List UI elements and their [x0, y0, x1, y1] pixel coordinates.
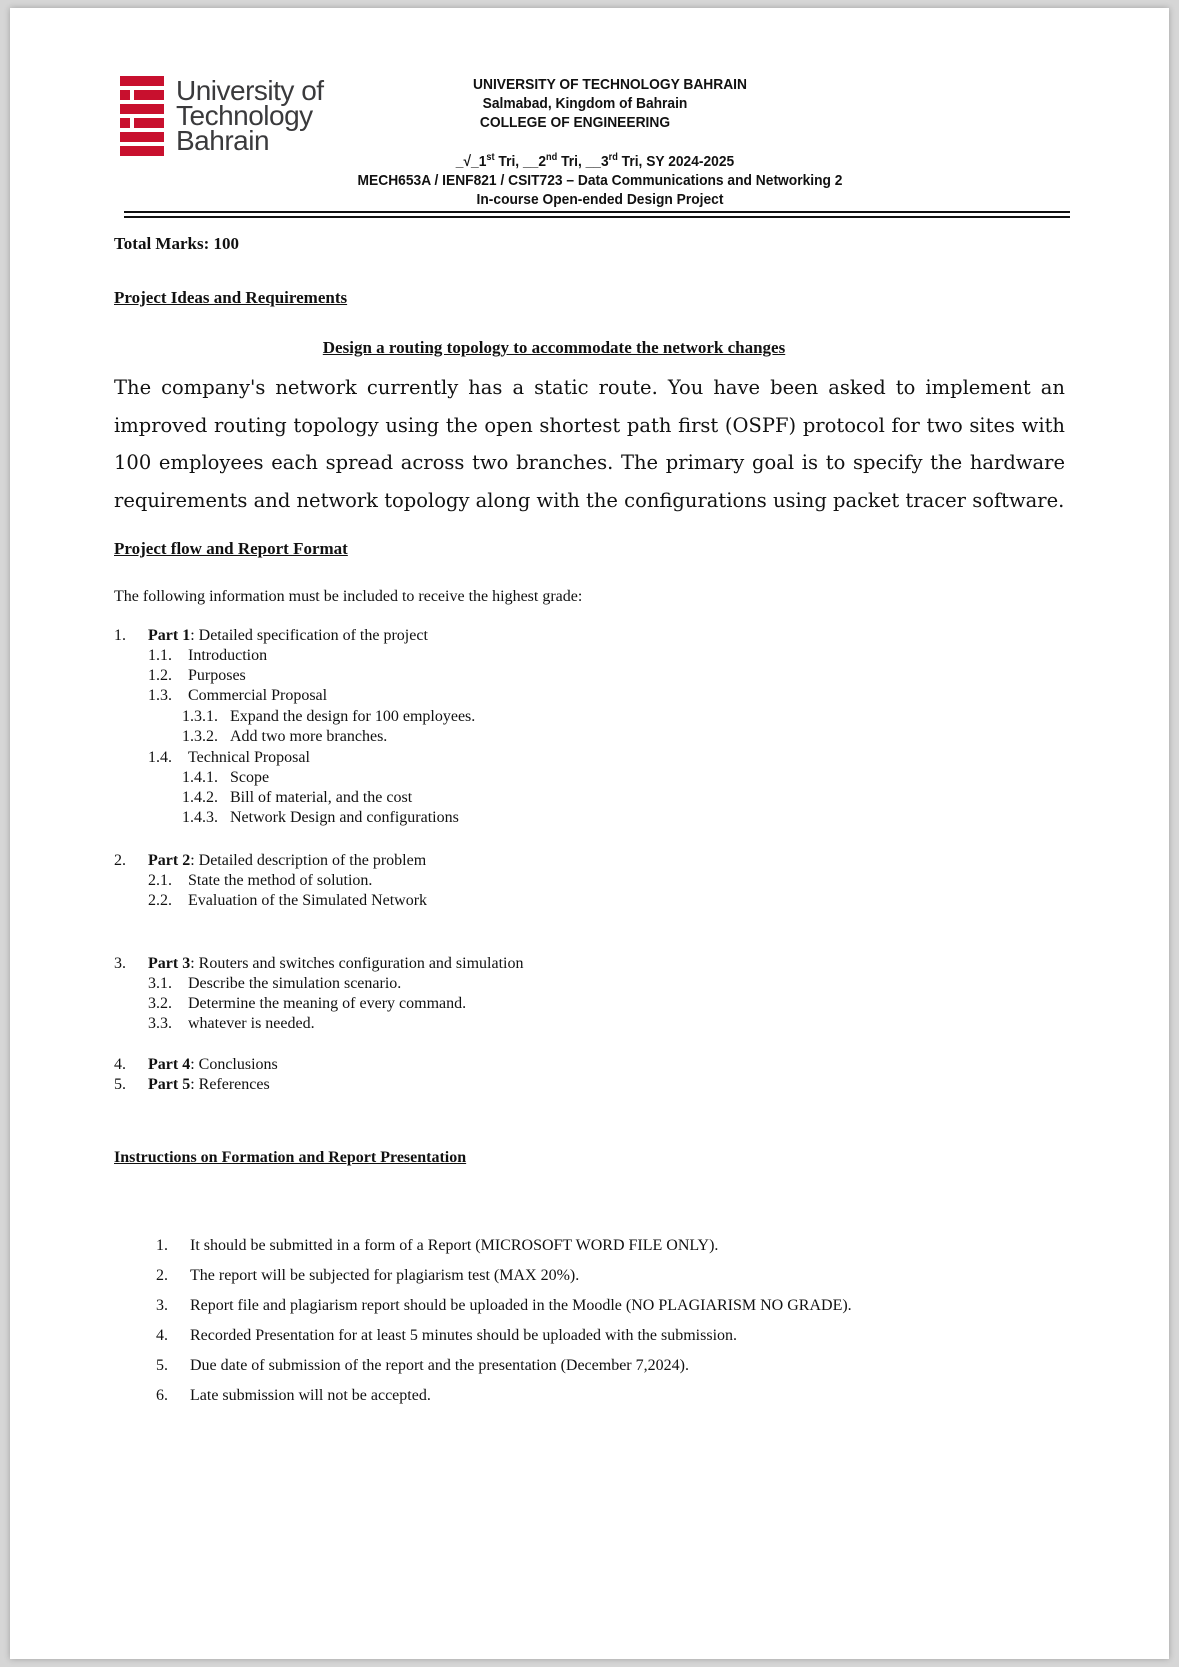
- subitem-number: 1.4.2.: [182, 789, 218, 806]
- instruction-number: 5.: [156, 1357, 168, 1374]
- subitem-text: Expand the design for 100 employees.: [230, 708, 476, 725]
- instruction-number: 6.: [156, 1387, 168, 1404]
- term-mid-2: Tri, __3: [557, 153, 609, 170]
- section-title-project-ideas: Project Ideas and Requirements: [114, 288, 348, 307]
- header-rule-top: [124, 211, 1070, 213]
- part-4-text: : Conclusions: [190, 1056, 278, 1073]
- total-marks: Total Marks: 100: [114, 234, 239, 253]
- university-logo-icon: [120, 76, 164, 156]
- subitem-text: Add two more branches.: [230, 728, 388, 745]
- subitem-text: Determine the meaning of every command.: [188, 995, 467, 1012]
- term-prefix-1: _√_1: [455, 153, 487, 170]
- subitem-number: 1.3.1.: [182, 708, 218, 725]
- part-1-label: Part 1: [148, 627, 191, 644]
- subitem-number: 1.4.3.: [182, 809, 218, 826]
- subitem-number: 2.1.: [148, 872, 172, 889]
- instruction-number: 2.: [156, 1267, 168, 1284]
- section-title-project-flow: Project flow and Report Format: [114, 539, 348, 558]
- document-page: [10, 8, 1169, 1659]
- subitem-text: Scope: [230, 769, 270, 786]
- part-3-item: [148, 955, 523, 973]
- term-sup-2: nd: [545, 152, 558, 163]
- logo-line-3: Bahrain: [176, 125, 270, 156]
- subitem-number: 3.3.: [148, 1015, 172, 1032]
- part-3-number: 3.: [114, 955, 126, 972]
- subitem-number: 1.1.: [148, 647, 172, 664]
- part-2-label: Part 2: [148, 852, 191, 869]
- subitem-number: 3.1.: [148, 975, 172, 992]
- instruction-number: 3.: [156, 1297, 168, 1314]
- instruction-text: Recorded Presentation for at least 5 minutes should be uploaded with the submission.: [190, 1327, 738, 1344]
- part-5-item: [148, 1076, 270, 1094]
- part-1-item: [148, 627, 428, 645]
- term-sup-1: st: [486, 152, 495, 163]
- subitem-number: 1.3.: [148, 687, 172, 704]
- subitem-text: whatever is needed.: [188, 1015, 315, 1032]
- part-3-text: : Routers and switches configuration and simulation: [190, 955, 524, 972]
- logo-wordmark: [176, 75, 324, 156]
- part-2-number: 2.: [114, 852, 126, 869]
- instruction-text: Late submission will not be accepted.: [190, 1387, 431, 1404]
- instruction-text: Due date of submission of the report and the presentation (December 7,2024).: [190, 1357, 689, 1374]
- subitem-text: Bill of material, and the cost: [230, 789, 413, 806]
- part-1-text: : Detailed specification of the project: [190, 627, 428, 644]
- logo-line-2: Technology: [176, 100, 313, 131]
- term-suffix: Tri, SY 2024-2025: [617, 153, 735, 170]
- term-mid-1: Tri, __2: [494, 153, 546, 170]
- subitem-text: Commercial Proposal: [188, 687, 328, 704]
- part-5-label: Part 5: [148, 1076, 191, 1093]
- logo-line-1: University of: [176, 75, 324, 106]
- university-location: Salmabad, Kingdom of Bahrain: [482, 95, 688, 112]
- part-2-text: : Detailed description of the problem: [190, 852, 427, 869]
- subitem-text: Introduction: [188, 647, 268, 664]
- university-name: UNIVERSITY OF TECHNOLOGY BAHRAIN: [473, 76, 747, 93]
- subitem-number: 3.2.: [148, 995, 172, 1012]
- subitem-text: State the method of solution.: [188, 872, 373, 889]
- header-rule-bottom: [124, 216, 1070, 218]
- project-type: In-course Open-ended Design Project: [476, 191, 724, 208]
- part-4-label: Part 4: [148, 1056, 191, 1073]
- subitem-text: Evaluation of the Simulated Network: [188, 892, 428, 909]
- part-4-item: [148, 1056, 278, 1074]
- subitem-text: Network Design and configurations: [230, 809, 459, 826]
- subitem-number: 1.2.: [148, 667, 172, 684]
- part-1-number: 1.: [114, 627, 126, 644]
- project-description: The company's network currently has a static route. You have been asked to implement an improved routing topology using the open shortest path first (OSPF) protocol for two sites with 100 employees each spread across two branches. The primary goal is to specify the hardware requirements and network topology along with the configurations using packet tracer software.: [114, 376, 1065, 512]
- subitem-number: 1.4.1.: [182, 769, 218, 786]
- term-sup-3: rd: [608, 152, 618, 163]
- part-5-text: : References: [190, 1076, 270, 1093]
- part-4-number: 4.: [114, 1056, 126, 1073]
- instruction-text: Report file and plagiarism report should be uploaded in the Moodle (NO PLAGIARISM NO GRADE).: [190, 1297, 852, 1314]
- part-3-label: Part 3: [148, 955, 191, 972]
- part-5-number: 5.: [114, 1076, 126, 1093]
- part-2-item: [148, 852, 426, 870]
- design-title: Design a routing topology to accommodate the network changes: [322, 338, 786, 357]
- subitem-number: 2.2.: [148, 892, 172, 909]
- instruction-text: It should be submitted in a form of a Report (MICROSOFT WORD FILE ONLY).: [190, 1237, 719, 1254]
- course-title: MECH653A / IENF821 / CSIT723 – Data Communications and Networking 2: [357, 172, 843, 189]
- instruction-text: The report will be subjected for plagiarism test (MAX 20%).: [190, 1267, 580, 1284]
- subitem-text: Technical Proposal: [188, 749, 310, 766]
- subitem-text: Describe the simulation scenario.: [188, 975, 402, 992]
- instruction-number: 1.: [156, 1237, 168, 1254]
- intro-line: The following information must be included to receive the highest grade:: [114, 588, 583, 605]
- college-name: COLLEGE OF ENGINEERING: [479, 114, 671, 131]
- term-line: [388, 152, 802, 170]
- section-title-instructions: Instructions on Formation and Report Presentation: [114, 1149, 467, 1166]
- subitem-text: Purposes: [188, 667, 246, 684]
- subitem-number: 1.4.: [148, 749, 172, 766]
- instruction-number: 4.: [156, 1327, 168, 1344]
- subitem-number: 1.3.2.: [182, 728, 218, 745]
